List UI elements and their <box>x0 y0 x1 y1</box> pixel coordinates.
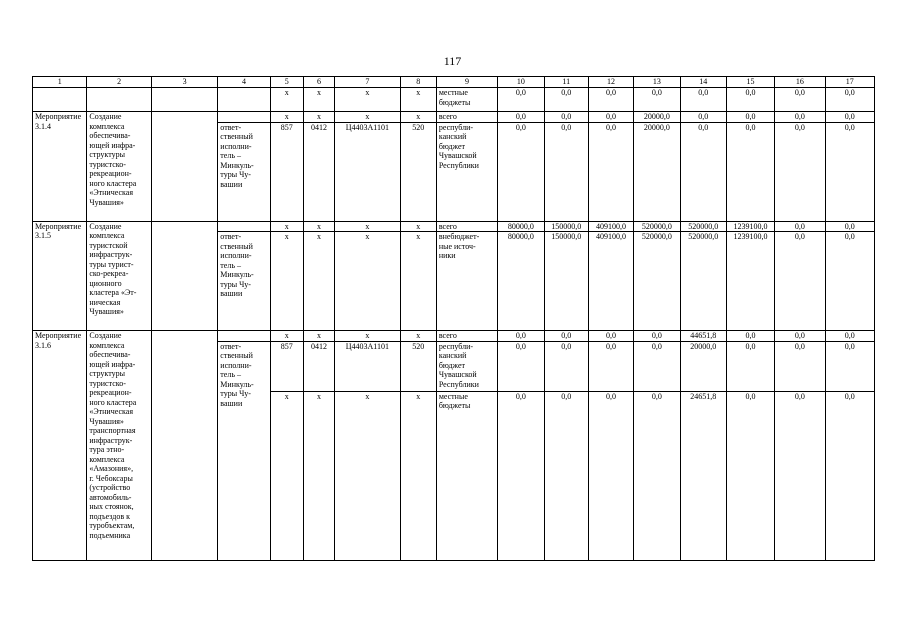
value-cell: 0,0 <box>726 391 774 560</box>
header-cell: 16 <box>775 77 825 88</box>
cell-vr: х <box>400 232 436 331</box>
empty-cell <box>33 88 87 112</box>
value-cell: 520000,0 <box>634 221 680 232</box>
cell-vr: 520 <box>400 122 436 221</box>
cell-vr: х <box>400 221 436 232</box>
header-cell: 7 <box>335 77 400 88</box>
cell-grbs: 857 <box>270 122 303 221</box>
cell-rzpr: 0412 <box>303 122 334 221</box>
empty-cell <box>218 112 270 123</box>
cell-grbs: х <box>270 88 303 112</box>
header-cell: 9 <box>436 77 497 88</box>
cell-grbs: 857 <box>270 341 303 391</box>
value-cell: 0,0 <box>588 341 633 391</box>
cell-vr: х <box>400 112 436 123</box>
cell-grbs: х <box>270 391 303 560</box>
cell-source: всего <box>436 221 497 232</box>
value-cell: 0,0 <box>544 122 588 221</box>
value-cell: 0,0 <box>498 331 544 342</box>
value-cell: 0,0 <box>726 341 774 391</box>
value-cell: 0,0 <box>544 331 588 342</box>
header-cell: 12 <box>588 77 633 88</box>
header-cell: 8 <box>400 77 436 88</box>
cell-csr: Ц4403А1101 <box>335 341 400 391</box>
value-cell: 409100,0 <box>588 232 633 331</box>
empty-cell <box>151 221 217 331</box>
header-cell: 15 <box>726 77 774 88</box>
value-cell: 409100,0 <box>588 221 633 232</box>
table-row <box>33 88 875 112</box>
value-cell: 1239100,0 <box>726 221 774 232</box>
table-row <box>33 221 875 232</box>
value-cell: 0,0 <box>588 331 633 342</box>
cell-csr: х <box>335 232 400 331</box>
empty-cell <box>151 112 217 222</box>
cell-vr: 520 <box>400 341 436 391</box>
value-cell: 520000,0 <box>634 232 680 331</box>
value-cell: 0,0 <box>825 391 874 560</box>
value-cell: 80000,0 <box>498 221 544 232</box>
cell-source: внебюджет- ные источ- ники <box>436 232 497 331</box>
header-cell: 5 <box>270 77 303 88</box>
value-cell: 0,0 <box>588 112 633 123</box>
header-cell: 11 <box>544 77 588 88</box>
value-cell: 0,0 <box>634 341 680 391</box>
value-cell: 0,0 <box>726 331 774 342</box>
value-cell: 0,0 <box>498 391 544 560</box>
value-cell: 0,0 <box>825 112 874 123</box>
cell-source: республи- канский бюджет Чувашской Республики <box>436 341 497 391</box>
value-cell: 0,0 <box>680 122 726 221</box>
empty-cell <box>151 331 217 561</box>
value-cell: 0,0 <box>775 341 825 391</box>
empty-cell <box>218 331 270 342</box>
value-cell: 0,0 <box>498 88 544 112</box>
header-cell: 4 <box>218 77 270 88</box>
value-cell: 0,0 <box>544 112 588 123</box>
value-cell: 0,0 <box>775 221 825 232</box>
empty-cell <box>218 88 270 112</box>
cell-source: всего <box>436 331 497 342</box>
cell-csr: Ц4403А1101 <box>335 122 400 221</box>
value-cell: 0,0 <box>775 112 825 123</box>
value-cell: 0,0 <box>825 341 874 391</box>
value-cell: 0,0 <box>498 341 544 391</box>
value-cell: 150000,0 <box>544 221 588 232</box>
cell-rzpr: х <box>303 112 334 123</box>
value-cell: 0,0 <box>544 391 588 560</box>
value-cell: 0,0 <box>726 122 774 221</box>
value-cell: 0,0 <box>634 331 680 342</box>
value-cell: 1239100,0 <box>726 232 774 331</box>
event-label: Мероприятие 3.1.6 <box>33 331 87 561</box>
value-cell: 20000,0 <box>634 122 680 221</box>
value-cell: 20000,0 <box>634 112 680 123</box>
cell-source: республи- канский бюджет Чувашской Республики <box>436 122 497 221</box>
executor-cell: ответ- ственный исполни- тель – Минкуль- туры Чу- вашии <box>218 341 270 560</box>
cell-source: всего <box>436 112 497 123</box>
value-cell: 0,0 <box>825 232 874 331</box>
value-cell: 0,0 <box>726 112 774 123</box>
page-number: 117 <box>443 54 462 68</box>
value-cell: 24651,8 <box>680 391 726 560</box>
cell-vr: х <box>400 391 436 560</box>
value-cell: 0,0 <box>825 122 874 221</box>
event-name: Создание комплекса обеспечива- ющей инфра- структуры туристско- рекреацион- ного кластера «Этническая Чувашия» <box>87 112 151 222</box>
cell-rzpr: х <box>303 221 334 232</box>
header-cell: 17 <box>825 77 874 88</box>
value-cell: 0,0 <box>498 112 544 123</box>
value-cell: 0,0 <box>588 391 633 560</box>
cell-grbs: х <box>270 331 303 342</box>
value-cell: 0,0 <box>680 112 726 123</box>
cell-source: местные бюджеты <box>436 391 497 560</box>
header-row <box>33 77 875 88</box>
event-name: Создание комплекса обеспечива- ющей инфра- структуры туристско- рекреацион- ного кластера «Этническая Чувашия» транспортная инфраструк- тура этно- комплекса «Амазония», г. Чебоксары (устройство автомобиль- ных стоянок, подъездов к туробъектам, подъемника <box>87 331 151 561</box>
value-cell: 0,0 <box>634 88 680 112</box>
value-cell: 0,0 <box>825 88 874 112</box>
value-cell: 520000,0 <box>680 221 726 232</box>
header-cell: 6 <box>303 77 334 88</box>
value-cell: 150000,0 <box>544 232 588 331</box>
executor-cell: ответ- ственный исполни- тель – Минкуль- туры Чу- вашии <box>218 232 270 331</box>
value-cell: 0,0 <box>544 88 588 112</box>
value-cell: 0,0 <box>588 122 633 221</box>
cell-csr: х <box>335 221 400 232</box>
header-cell: 2 <box>87 77 151 88</box>
cell-vr: х <box>400 88 436 112</box>
cell-rzpr: х <box>303 391 334 560</box>
header-cell: 14 <box>680 77 726 88</box>
value-cell: 0,0 <box>775 391 825 560</box>
value-cell: 0,0 <box>498 122 544 221</box>
table-row <box>33 331 875 342</box>
event-label: Мероприятие 3.1.4 <box>33 112 87 222</box>
value-cell: 0,0 <box>588 88 633 112</box>
value-cell: 0,0 <box>544 341 588 391</box>
empty-cell <box>218 221 270 232</box>
value-cell: 0,0 <box>775 331 825 342</box>
header-cell: 10 <box>498 77 544 88</box>
cell-grbs: х <box>270 112 303 123</box>
executor-cell: ответ- ственный исполни- тель – Минкуль- туры Чу- вашии <box>218 122 270 221</box>
cell-rzpr: х <box>303 331 334 342</box>
budget-table <box>32 76 875 561</box>
event-name: Создание комплекса туристской инфраструк- туры турист- ско-рекреа- ционного кластера «Эт- ническая Чувашия» <box>87 221 151 331</box>
cell-vr: х <box>400 331 436 342</box>
event-label: Мероприятие 3.1.5 <box>33 221 87 331</box>
value-cell: 0,0 <box>775 122 825 221</box>
value-cell: 0,0 <box>726 88 774 112</box>
header-cell: 3 <box>151 77 217 88</box>
value-cell: 0,0 <box>775 88 825 112</box>
cell-csr: х <box>335 112 400 123</box>
header-cell: 13 <box>634 77 680 88</box>
value-cell: 0,0 <box>634 391 680 560</box>
cell-rzpr: 0412 <box>303 341 334 391</box>
value-cell: 0,0 <box>775 232 825 331</box>
value-cell: 80000,0 <box>498 232 544 331</box>
cell-rzpr: х <box>303 232 334 331</box>
value-cell: 0,0 <box>825 331 874 342</box>
empty-cell <box>87 88 151 112</box>
cell-csr: х <box>335 391 400 560</box>
empty-cell <box>151 88 217 112</box>
cell-grbs: х <box>270 221 303 232</box>
cell-rzpr: х <box>303 88 334 112</box>
value-cell: 20000,0 <box>680 341 726 391</box>
value-cell: 520000,0 <box>680 232 726 331</box>
value-cell: 44651,8 <box>680 331 726 342</box>
value-cell: 0,0 <box>825 221 874 232</box>
cell-source: местные бюджеты <box>436 88 497 112</box>
header-cell: 1 <box>33 77 87 88</box>
cell-csr: х <box>335 88 400 112</box>
cell-csr: х <box>335 331 400 342</box>
table-row <box>33 112 875 123</box>
value-cell: 0,0 <box>680 88 726 112</box>
cell-grbs: х <box>270 232 303 331</box>
